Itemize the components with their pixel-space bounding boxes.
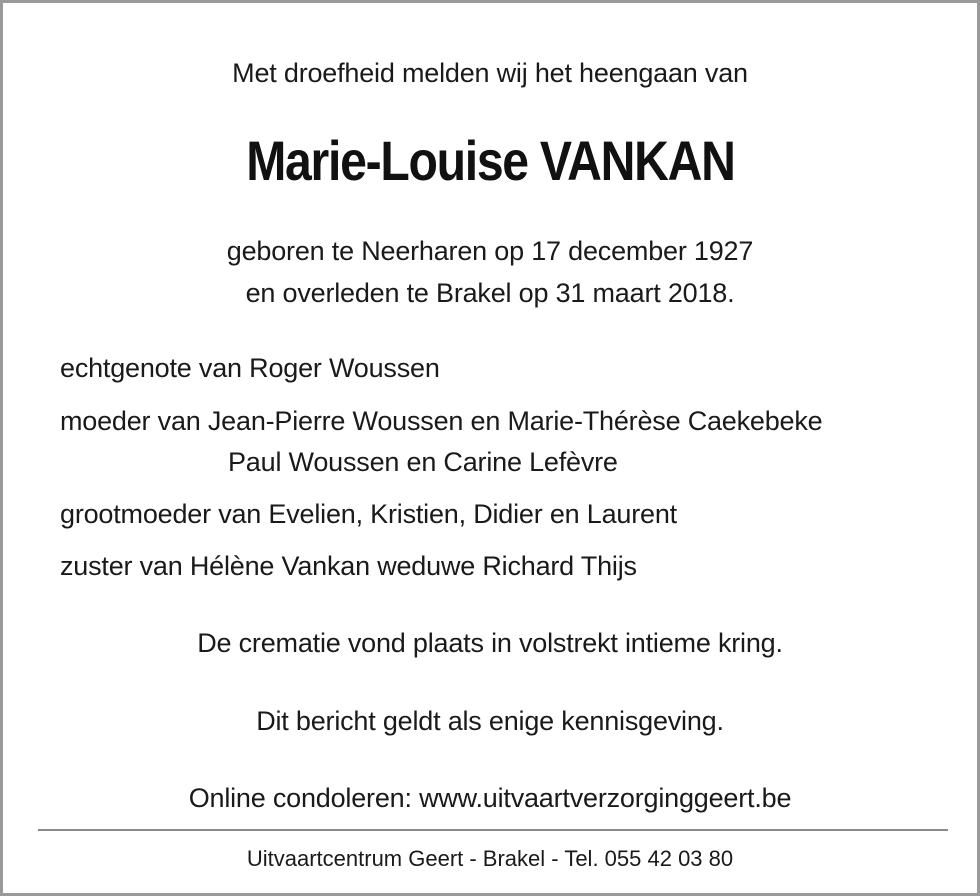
intro-text: Met droefheid melden wij het heengaan van (232, 58, 748, 88)
mother-text-line2: Paul Woussen en Carine Lefèvre (228, 447, 618, 477)
online-condolence-text: Online condoleren: www.uitvaartverzorginggeert.be (188, 783, 792, 813)
funeral-home-footer: Uitvaartcentrum Geert - Brakel - Tel. 055 42 03 80 (246, 846, 734, 871)
deceased-name: Marie-Louise VANKAN (246, 129, 735, 192)
death-text: en overleden te Brakel op 31 maart 2018. (245, 278, 735, 308)
sister-text: zuster van Hélène Vankan weduwe Richard Thijs (60, 551, 637, 581)
sole-notice-text: Dit bericht geldt als enige kennisgeving. (256, 706, 724, 736)
birth-text: geboren te Neerharen op 17 december 1927 (226, 236, 754, 266)
mother-text-line1: moeder van Jean-Pierre Woussen en Marie-Thérèse Caekebeke (60, 406, 823, 436)
spouse-text: echtgenote van Roger Woussen (60, 353, 440, 383)
footer-divider (38, 829, 948, 831)
grandmother-text: grootmoeder van Evelien, Kristien, Didier en Laurent (60, 499, 677, 529)
cremation-text: De crematie vond plaats in volstrekt intieme kring. (197, 628, 783, 658)
